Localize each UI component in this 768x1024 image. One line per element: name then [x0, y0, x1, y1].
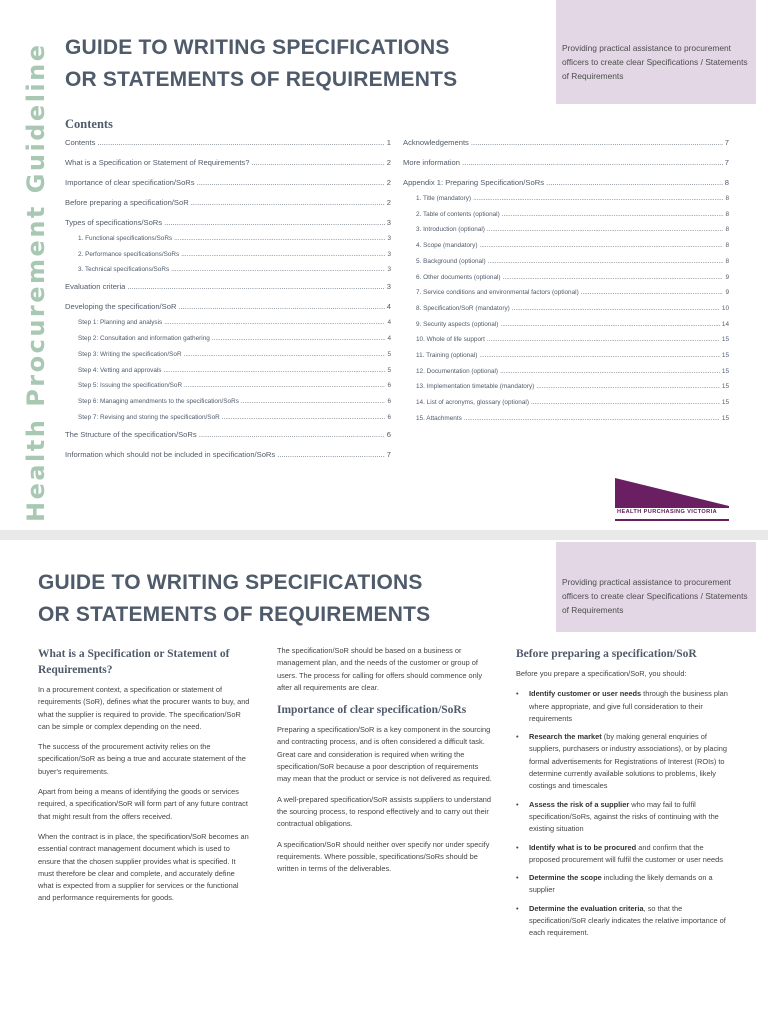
bullet-bold: Identify customer or user needs: [529, 689, 642, 699]
toc-entry-page: 15: [721, 414, 729, 422]
list-item: [516, 688, 734, 725]
hpv-logo: [615, 478, 729, 522]
toc-leader-dots: [531, 399, 720, 406]
toc-leader-dots: [488, 258, 724, 265]
toc-entry-page: 2: [386, 158, 391, 167]
toc-entry[interactable]: [65, 430, 391, 439]
toc-leader-dots: [487, 336, 720, 343]
logo-text: HEALTH PURCHASING VICTORIA: [617, 509, 718, 515]
toc-entry-label: The Structure of the specification/SoRs: [65, 429, 197, 439]
toc-entry-label: 5. Background (optional): [416, 257, 486, 265]
toc-entry-page: 8: [725, 195, 729, 202]
toc-entry-page: 3: [386, 218, 391, 227]
column-importance: [277, 645, 493, 883]
bullet-text: including the likely demands on a supplier: [529, 873, 713, 895]
toc-entry-label: Step 4: Vetting and approvals: [78, 366, 162, 374]
toc-entry[interactable]: [403, 352, 729, 359]
paragraph: Before you prepare a specification/SoR, you should:: [516, 669, 687, 678]
toc-entry[interactable]: [403, 226, 729, 233]
toc-entry-label: Contents: [65, 138, 96, 147]
toc-leader-dots: [512, 305, 720, 312]
bullet-text: (by making general enquiries of suppliers, purchasers or industry associations), or by placing formal advertisements for Registrations of Interest (ROIs) to determine currently available solutions to problems, likely costings and timescales: [529, 732, 727, 791]
toc-leader-dots: [479, 242, 723, 249]
toc-entry[interactable]: [403, 399, 729, 406]
toc-entry-page: 3: [387, 235, 391, 242]
toc-entry-page: 4: [387, 335, 391, 343]
toc-entry[interactable]: [403, 415, 729, 422]
toc-entry[interactable]: [65, 450, 391, 459]
toc-entry[interactable]: [403, 178, 729, 187]
toc-entry[interactable]: [65, 235, 391, 242]
toc-entry-label: Step 5: Issuing the specification/SoR: [78, 382, 183, 390]
toc-entry-label: Information which should not be included in specification/SoRs: [65, 449, 276, 459]
title-line-2: OR STATEMENTS OF REQUIREMENTS: [65, 68, 458, 91]
list-item: [516, 903, 734, 940]
toc-leader-dots: [197, 178, 385, 187]
toc-entry-page: 1: [386, 138, 391, 147]
toc-entry-label: More information: [403, 158, 460, 167]
toc-entry[interactable]: [403, 289, 729, 296]
toc-entry[interactable]: [403, 336, 729, 343]
toc-entry[interactable]: [65, 282, 391, 291]
list-item: [516, 872, 734, 897]
toc-leader-dots: [174, 235, 385, 242]
toc-entry-page: 14: [721, 320, 729, 328]
toc-entry[interactable]: [403, 195, 729, 202]
toc-entry-label: Acknowledgements: [403, 138, 469, 147]
toc-entry-label: 3. Technical specifications/SoRs: [78, 266, 170, 274]
toc-entry[interactable]: [65, 335, 391, 342]
toc-entry-page: 7: [724, 158, 729, 167]
list-item: [516, 842, 734, 867]
toc-entry[interactable]: [65, 218, 391, 227]
list-item: [516, 731, 734, 792]
title-line-2: OR STATEMENTS OF REQUIREMENTS: [38, 603, 431, 626]
toc-entry-page: 7: [386, 449, 391, 459]
toc-entry[interactable]: [403, 305, 729, 312]
paragraph: A well-prepared specification/SoR assists suppliers to understand the sourcing process, to respond effectively and to carry out their contractual obligations.: [277, 794, 492, 829]
toc-leader-dots: [222, 414, 386, 421]
toc-entry[interactable]: [65, 351, 391, 358]
toc-entry-page: 3: [387, 266, 391, 274]
toc-entry-page: 15: [721, 367, 729, 375]
page-title: [38, 567, 430, 631]
toc-entry-label: 9. Security aspects (optional): [416, 320, 499, 328]
toc-leader-dots: [464, 415, 720, 422]
toc-leader-dots: [462, 158, 723, 167]
toc-leader-dots: [191, 198, 385, 207]
paragraph: In a procurement context, a specification or statement of requirements (SoR), defines what the procurer wants to buy, and what the supplier is required to provide. The specification/SoR can be simple or complex depending on the need.: [38, 685, 250, 731]
toc-entry-page: 8: [725, 257, 729, 265]
toc-entry-page: 7: [724, 138, 729, 147]
toc-leader-dots: [178, 302, 384, 311]
toc-entry-page: 6: [387, 382, 391, 390]
bullet-bold: Research the market: [529, 732, 602, 742]
toc-leader-dots: [479, 352, 720, 359]
toc-entry-page: 3: [386, 282, 391, 292]
toc-leader-dots: [277, 450, 385, 459]
toc-entry-page: 4: [387, 319, 391, 327]
list-item: [516, 799, 734, 836]
paragraph: The specification/SoR should be based on a business or management plan, and the needs of the customer or group of users. The process for calling for offers should commence only after all requirements are clear.: [277, 646, 483, 692]
toc-entry-label: Step 3: Writing the specification/SoR: [78, 350, 182, 358]
toc-entry-label: Step 2: Consultation and information gathering: [78, 335, 210, 343]
toc-entry-label: 12. Documentation (optional): [416, 367, 499, 375]
toc-entry-label: 2. Performance specifications/SoRs: [78, 250, 180, 258]
toc-entry-page: 15: [721, 352, 729, 359]
toc-entry-label: 2. Table of contents (optional): [416, 210, 500, 218]
toc-entry[interactable]: [403, 383, 729, 390]
bullet-text: who may fail to fulfil specification/SoRs, against the risks of continuing with the existing situation: [529, 799, 719, 834]
toc-entry-label: 6. Other documents (optional): [416, 273, 501, 281]
toc-entry[interactable]: [65, 266, 391, 273]
toc-entry-label: Evaluation criteria: [65, 282, 126, 292]
toc-leader-dots: [536, 383, 720, 390]
toc-entry-label: Developing the specification/SoR: [65, 302, 177, 312]
toc-entry-label: Step 1: Planning and analysis: [78, 319, 163, 327]
toc-entry-page: 9: [725, 289, 729, 297]
toc-entry-label: 15. Attachments: [416, 414, 462, 422]
paragraph: When the contract is in place, the specification/SoR becomes an essential contract management document which is used to ensure that the chosen supplier provides what is specified. It must therefore be clear and complete, and accurately define what is expected from a supplier for services or the functional and performance requirements for goods.: [38, 831, 249, 903]
page-two: [0, 540, 768, 1024]
toc-entry-page: 6: [387, 413, 391, 421]
toc-leader-dots: [500, 368, 720, 375]
toc-entry-page: 10: [721, 304, 729, 312]
toc-entry[interactable]: [65, 398, 391, 405]
toc-entry[interactable]: [65, 251, 391, 258]
paragraph: Apart from being a means of identifying the goods or services required, a specification/SoR will form part of any future contract that might result from the offers received.: [38, 787, 248, 821]
bullet-bold: Determine the evaluation criteria: [529, 903, 644, 913]
toc-entry-label: 14. List of acronyms, glossary (optional): [416, 399, 529, 407]
toc-entry-page: 2: [386, 198, 391, 207]
toc-entry-label: 1. Title (mandatory): [416, 195, 472, 202]
tagline-box: Providing practical assistance to procurement officers to create clear Specifications / Statements of Requirements: [556, 542, 756, 632]
toc-leader-dots: [212, 335, 386, 342]
toc-entry[interactable]: [65, 319, 391, 326]
toc-entry-page: 15: [721, 336, 729, 344]
toc-entry-label: 7. Service conditions and environmental factors (optional): [416, 289, 579, 297]
toc-leader-dots: [503, 274, 724, 281]
toc-entry-label: 13. Implementation timetable (mandatory): [416, 383, 535, 391]
toc-entry-page: 6: [387, 397, 391, 405]
bullet-list: [516, 688, 734, 939]
section-heading: Importance of clear specification/SoRs: [277, 704, 467, 717]
toc-entry-label: 11. Training (optional): [416, 352, 478, 359]
toc-leader-dots: [473, 195, 723, 202]
bullet-text: and confirm that the proposed procurement will fulfil the customer or user needs: [529, 842, 723, 864]
toc-entry[interactable]: [65, 198, 391, 207]
toc-leader-dots: [164, 218, 385, 227]
toc-entry-label: Step 6: Managing amendments to the specification/SoRs: [78, 397, 239, 405]
toc-entry-label: What is a Specification or Statement of Requirements?: [65, 158, 250, 167]
toc-leader-dots: [171, 266, 385, 273]
toc-entry-page: 15: [721, 383, 729, 391]
toc-leader-dots: [546, 178, 723, 187]
toc-entry[interactable]: [403, 211, 729, 218]
toc-entry[interactable]: [65, 367, 391, 374]
toc-entry[interactable]: [65, 138, 391, 147]
toc-entry-page: 6: [386, 429, 391, 439]
paragraph: The success of the procurement activity relies on the specification/SoR as being a true and accurate statement of the buyer's requirements.: [38, 742, 246, 776]
bullet-text: , so that the specification/SoR clearly indicates the relative importance of each requirement.: [529, 903, 726, 938]
bullet-bold: Assess the risk of a supplier: [529, 799, 630, 809]
toc-leader-dots: [127, 282, 384, 291]
toc-entry-label: 1. Functional specifications/SoRs: [78, 235, 173, 242]
toc-entry-page: 5: [387, 350, 391, 358]
toc-leader-dots: [164, 367, 386, 374]
toc-entry-page: 8: [725, 210, 729, 218]
bullet-text: through the business plan where appropriate, and give full consideration to their requirements: [529, 689, 728, 723]
toc-entry-page: 2: [386, 178, 391, 187]
paragraph: Preparing a specification/SoR is a key component in the sourcing and contracting process, and is often considered a difficult task. Great care and consideration is required when writing the specification/SoR because a poor description of requirements may mean that the product or service is not delivered as required.: [277, 725, 492, 784]
toc-entry[interactable]: [403, 274, 729, 281]
toc-entry-label: 10. Whole of life support: [416, 336, 485, 344]
section-heading: What is a Specification or Statement of Requirements?: [38, 648, 230, 676]
toc-entry-page: 8: [725, 242, 729, 250]
toc-entry[interactable]: [65, 302, 391, 311]
toc-entry[interactable]: [403, 368, 729, 375]
toc-entry-label: Step 7: Revising and storing the specification/SoR: [78, 413, 220, 421]
toc-entry-page: 3: [387, 250, 391, 258]
toc-entry[interactable]: [403, 258, 729, 265]
toc-entry-page: 5: [387, 366, 391, 374]
toc-leader-dots: [164, 319, 385, 326]
toc-entry-page: 9: [725, 273, 729, 281]
toc-leader-dots: [184, 382, 385, 389]
toc-entry-label: Appendix 1: Preparing Specification/SoRs: [403, 178, 544, 187]
toc-entry-label: 3. Introduction (optional): [416, 226, 485, 234]
toc-entry-page: 15: [721, 399, 729, 407]
toc-entry[interactable]: [65, 158, 391, 167]
toc-entry-page: 8: [724, 178, 729, 187]
toc-leader-dots: [184, 351, 386, 358]
toc-leader-dots: [471, 138, 723, 147]
column-before-preparing: [516, 646, 734, 946]
toc-entry-page: 8: [725, 226, 729, 234]
toc-entry[interactable]: [65, 382, 391, 389]
toc-entry[interactable]: [65, 178, 391, 187]
toc-leader-dots: [487, 226, 724, 233]
toc-leader-dots: [500, 321, 719, 328]
toc-entry-label: Importance of clear specification/SoRs: [65, 178, 195, 187]
toc-leader-dots: [581, 289, 724, 296]
toc-entry-label: Types of specifications/SoRs: [65, 218, 163, 227]
toc-entry[interactable]: [403, 158, 729, 167]
bullet-bold: Identify what is to be procured: [529, 842, 637, 852]
bullet-bold: Determine the scope: [529, 873, 602, 883]
paragraph: A specification/SoR should neither over specify nor under specify requirements. Where possible, specifications/SoRs should be written in terms of the deliverables.: [277, 839, 490, 874]
page-title: [65, 32, 457, 96]
title-line-1: GUIDE TO WRITING SPECIFICATIONS: [38, 571, 423, 594]
title-line-1: GUIDE TO WRITING SPECIFICATIONS: [65, 36, 450, 59]
toc-entry[interactable]: [65, 414, 391, 421]
toc-entry[interactable]: [403, 138, 729, 147]
toc-entry-label: 4. Scope (mandatory): [416, 242, 478, 250]
toc-leader-dots: [251, 158, 384, 167]
contents-heading: Contents: [65, 117, 113, 131]
toc-leader-dots: [97, 138, 384, 147]
toc-leader-dots: [181, 251, 385, 258]
column-what-is: [38, 646, 250, 913]
toc-entry-page: 4: [386, 302, 391, 312]
toc-entry-label: Before preparing a specification/SoR: [65, 198, 189, 207]
toc-entry-label: 8. Specification/SoR (mandatory): [416, 304, 510, 312]
toc-leader-dots: [241, 398, 386, 405]
tagline-box: Providing practical assistance to procurement officers to create clear Specifications / Statements of Requirements: [556, 0, 756, 104]
toc-leader-dots: [199, 430, 385, 439]
toc-entry[interactable]: [403, 242, 729, 249]
section-heading: Before preparing a specification/SoR: [516, 648, 697, 660]
side-title: Health Procurement Guideline: [22, 42, 50, 522]
toc-entry[interactable]: [403, 321, 729, 328]
toc-leader-dots: [502, 211, 724, 218]
